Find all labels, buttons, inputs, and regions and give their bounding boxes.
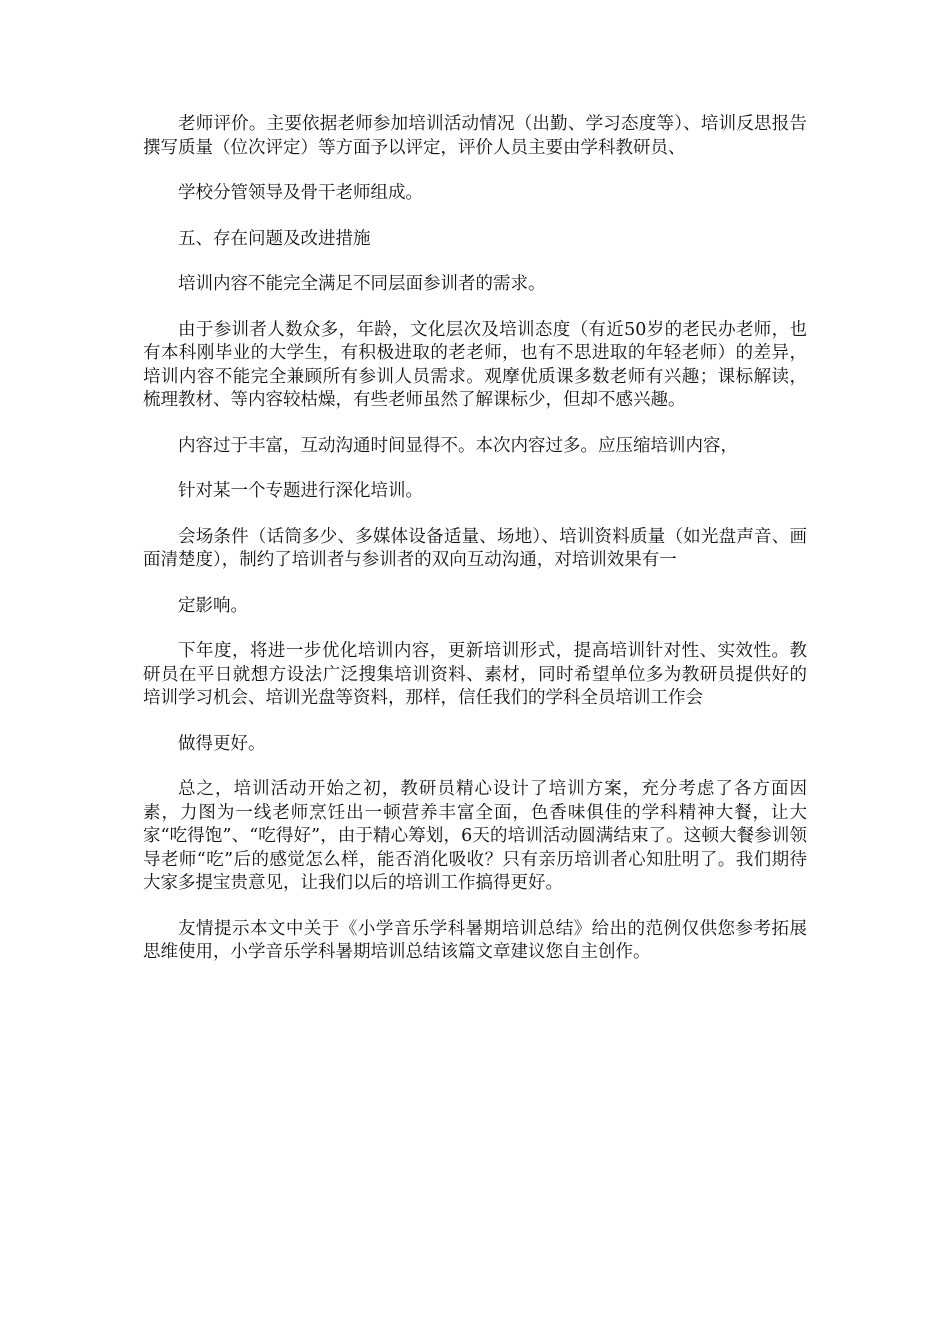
paragraph-needs: 培训内容不能完全满足不同层面参训者的需求。 [178, 274, 546, 294]
paragraph-participants: 由于参训者人数众多，年龄，文化层次及培训态度（有近50岁的老民办老师，也有本科刚毕业的大学生，有积极进取的老老师，也有不思进取的年轻老师）的差异，培训内容不能完全兼顾所有参训人员需求。观摩优质课多数老师有兴趣；课标解读，梳理教材、等内容较枯燥，有些老师虽然了解课标少，但却不感兴趣。 [143, 319, 807, 410]
paragraph-better: 做得更好。 [178, 733, 266, 754]
paragraph-venue: 会场条件（话筒多少、多媒体设备适量、场地）、培训资料质量（如光盘声音、画面清楚度），制约了培训者与参训者的双向互动沟通，对培训效果有一 [143, 526, 807, 570]
paragraph-content-rich: 内容过于丰富，互动沟通时间显得不。本次内容过多。应压缩培训内容， [178, 435, 738, 456]
document-body [143, 113, 807, 987]
paragraph-evaluators: 学校分管领导及骨干老师组成。 [178, 183, 423, 203]
paragraph-summary: 总之，培训活动开始之初，教研员精心设计了培训方案，充分考虑了各方面因素，力图为一线老师烹饪出一顿营养丰富全面，色香味俱佳的学科精神大餐，让大家“吃得饱”、“吃得好”，由于精心筹划，6天的培训活动圆满结束了。这顿大餐参训领导老师“吃”后的感觉怎么样，能否消化吸收？只有亲历培训者心知肚明了。我们期待大家多提宝贵意见，让我们以后的培训工作搞得更好。 [143, 779, 807, 893]
paragraph-notice: 友情提示本文中关于《小学音乐学科暑期培训总结》给出的范例仅供您参考拓展思维使用，小学音乐学科暑期培训总结该篇文章建议您自主创作。 [143, 918, 807, 962]
paragraph-evaluation: 老师评价。主要依据老师参加培训活动情况（出勤、学习态度等）、培训反思报告撰写质量（位次评定）等方面予以评定，评价人员主要由学科教研员、 [143, 114, 807, 158]
paragraph-focus-topic: 针对某一个专题进行深化培训。 [178, 481, 423, 501]
paragraph-next-year: 下年度，将进一步优化培训内容，更新培训形式，提高培训针对性、实效性。教研员在平日就想方设法广泛搜集培训资料、素材，同时希望单位多为教研员提供好的培训学习机会、培训光盘等资料，那样，信任我们的学科全员培训工作会 [143, 641, 807, 708]
section-heading-problems: 五、存在问题及改进措施 [178, 228, 371, 249]
paragraph-impact: 定影响。 [178, 595, 248, 616]
